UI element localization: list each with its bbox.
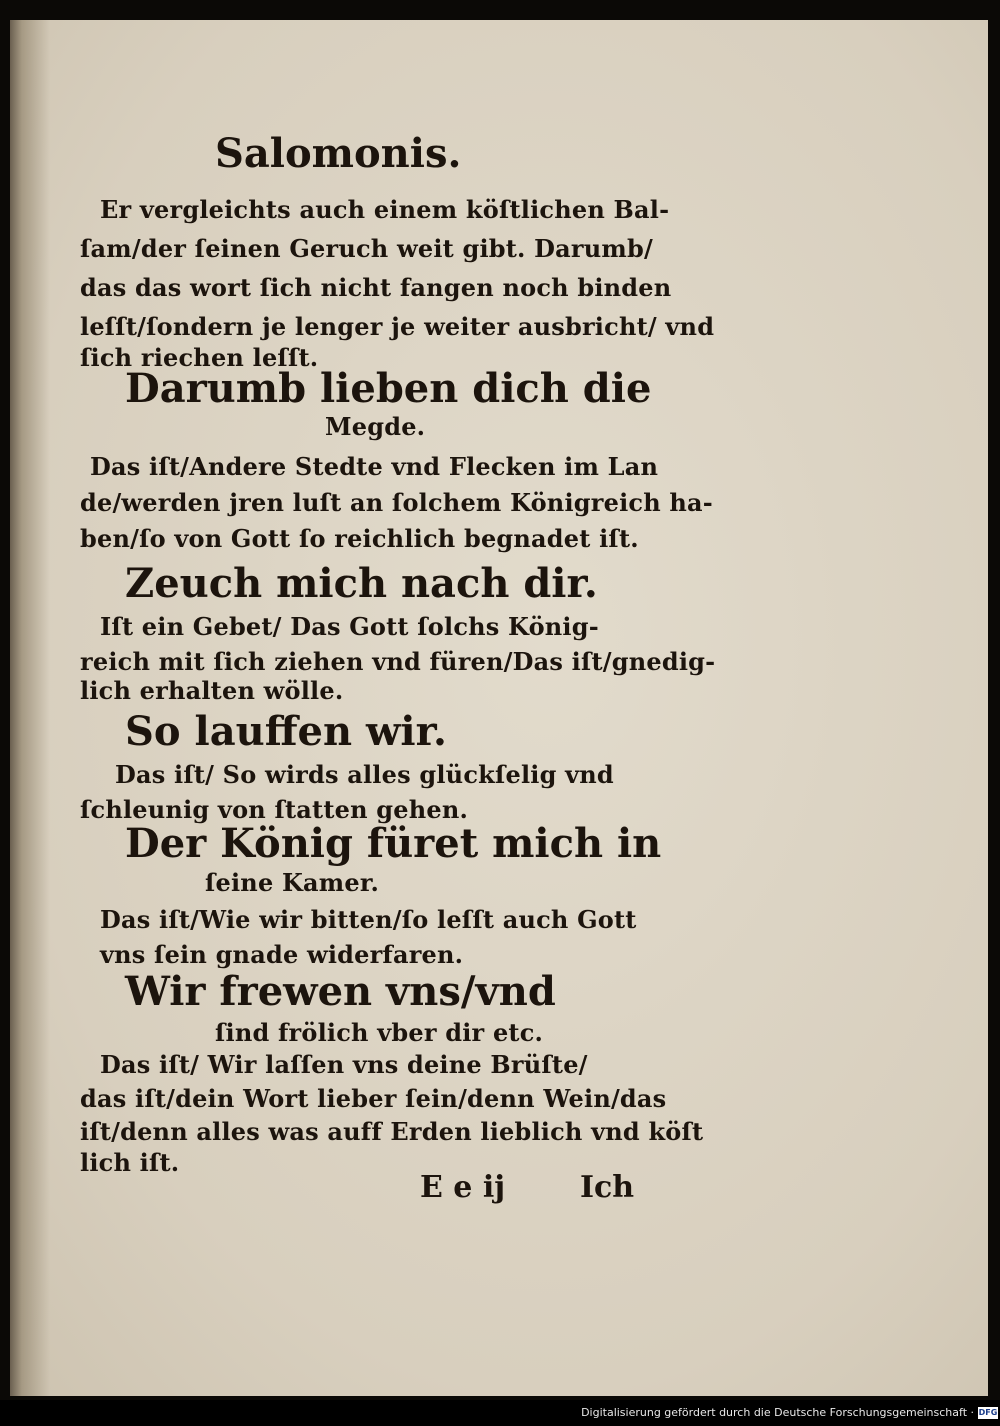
footer-bar (0, 1400, 1000, 1426)
section-heading: Zeuch mich nach dir. (125, 560, 598, 607)
section-heading: Der König füret mich in (125, 820, 662, 867)
section-heading: So lauffen wir. (125, 708, 447, 755)
text-line: Das iſt/ So wirds alles glückſelig vnd (115, 760, 614, 789)
section-heading-cont: ſeine Kamer. (205, 868, 380, 897)
section-heading: Wir frewen vns/vnd (125, 968, 556, 1015)
text-line: reich mit ſich ziehen vnd füren/Das iſt/gnedig- (80, 647, 716, 676)
text-line: ben/ſo von Gott ſo reichlich begnadet iſt. (80, 524, 639, 553)
section-heading-cont: ſind frölich vber dir etc. (215, 1018, 544, 1047)
text-line: de/werden jren luſt an ſolchem Königreich ha- (80, 488, 713, 517)
text-line: das das wort ſich nicht fangen noch binden (80, 273, 672, 302)
text-line: ſchleunig von ſtatten gehen. (80, 795, 469, 824)
dfg-logo: DFG (978, 1408, 998, 1417)
text-line: Das iſt/ Wir laſſen vns deine Brüſte/ (100, 1050, 588, 1079)
text-line: Das iſt/Andere Stedte vnd Flecken im Lan (90, 452, 659, 481)
book-page (10, 20, 988, 1396)
text-line: Das iſt/Wie wir bitten/ſo leſſt auch Gott (100, 905, 637, 934)
text-line: ſich riechen leſſt. (80, 343, 319, 372)
catchword: Ich (580, 1170, 635, 1205)
signature-mark: E e ij (420, 1170, 506, 1205)
text-line: iſt/denn alles was auff Erden lieblich vnd köſt (80, 1117, 704, 1146)
section-heading-cont: Megde. (325, 412, 426, 441)
text-line: lich erhalten wölle. (80, 676, 344, 705)
text-line: Iſt ein Gebet/ Das Gott ſolchs König- (100, 612, 599, 641)
text-line: vns ſein gnade widerfaren. (100, 940, 464, 969)
text-line: lich iſt. (80, 1148, 180, 1177)
page-text (80, 20, 716, 1270)
text-line: das iſt/dein Wort lieber ſein/denn Wein/das (80, 1084, 667, 1113)
text-line: leſſt/ſondern je lenger je weiter ausbricht/ vnd (80, 312, 715, 341)
running-head: Salomonis. (215, 130, 462, 177)
funding-credit: Digitalisierung gefördert durch die Deutsche Forschungsgemeinschaft · (581, 1406, 974, 1419)
text-line: ſam/der ſeinen Geruch weit gibt. Darumb/ (80, 234, 653, 263)
binding-shadow (10, 20, 50, 1396)
section-heading: Darumb lieben dich die (125, 365, 652, 412)
text-line: Er vergleichts auch einem köſtlichen Bal- (100, 195, 670, 224)
